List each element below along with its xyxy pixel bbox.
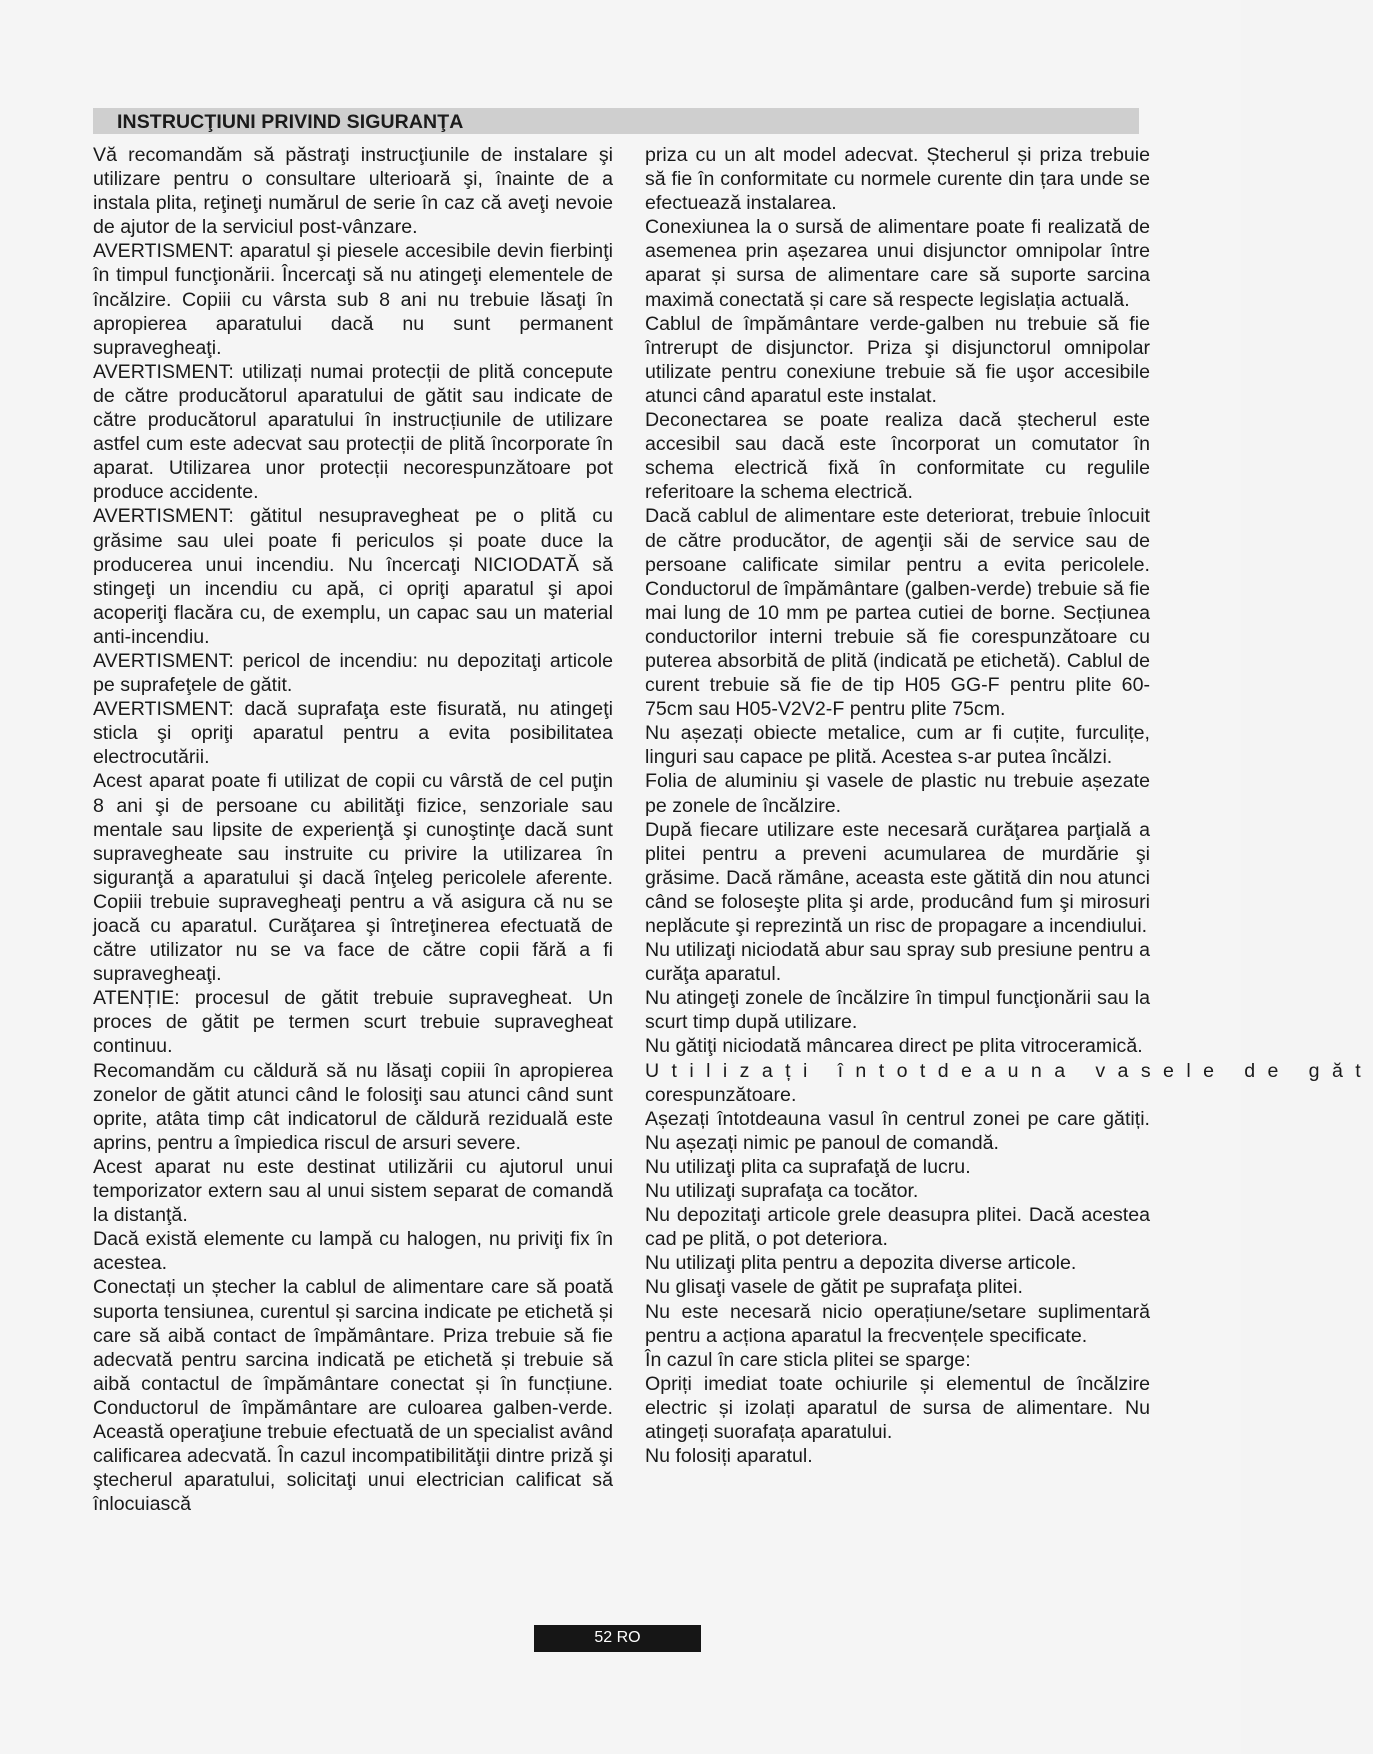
paragraph: Nu folosiți aparatul.: [645, 1445, 813, 1468]
paragraph: Dacă există elemente cu lampă cu halogen, nu priviţi fix în acestea.: [93, 1228, 613, 1275]
right-column: [645, 143, 1373, 1468]
paragraph: Nu gătiţi niciodată mâncarea direct pe plita vitroceramică.: [645, 1035, 1143, 1058]
paragraph: Dacă cablul de alimentare este deteriorat, trebuie înlocuit de către producător, de agenţii săi de service sau de persoane calificate similar pentru a evita pericolele. Conductorul de împământare (galben-verde) trebuie să fie mai lung de 10 mm pe partea cutiei de borne. Secțiunea conductorilor interni trebuie să fie corespunzătoare cu puterea absorbită de plită (indicată pe etichetă). Cablul de curent trebuie să fie de tip H05 GG-F pentru plite 60-75cm sau H05-V2V2-F pentru plite 75cm.: [645, 505, 1150, 721]
paragraph: AVERTISMENT: gătitul nesupravegheat pe o plită cu grăsime sau ulei poate fi periculos și poate duce la producerea unui incendiu. Nu încercaţi NICIODATĂ să stingeţi un incendiu cu apă, ci opriţi aparatul şi apoi acoperiţi flacăra cu, de exemplu, un capac sau un material anti-incendiu.: [93, 505, 613, 648]
paragraph: Nu depozitaţi articole grele deasupra plitei. Dacă acestea cad pe plită, o pot deteriora.: [645, 1204, 1150, 1251]
paragraph: Vă recomandăm să păstraţi instrucţiunile de instalare şi utilizare pentru o consultare ulterioară şi, înainte de a instala plita, reţineţi numărul de serie în caz că aveţi nevoie de ajutor de la serviciul post-vânzare.: [93, 144, 613, 239]
paragraph: Recomandăm cu căldură să nu lăsaţi copiii în apropierea zonelor de gătit atunci când le folosiţi sau atunci când sunt oprite, atâta timp cât indicatorul de căldură reziduală este aprins, pentru a împiedica riscul de arsuri severe.: [93, 1059, 613, 1154]
paragraph: Nu utilizaţi suprafaţa ca tocător.: [645, 1180, 919, 1203]
paragraph: Conexiunea la o sursă de alimentare poate fi realizată de asemenea prin așezarea unui disjunctor omnipolar între aparat și sursa de alimentare care să suporte sarcina maximă conectată și care să respecte legislația actuală.: [645, 216, 1150, 311]
paragraph: Nu glisaţi vasele de gătit pe suprafaţa plitei.: [645, 1276, 1023, 1299]
paragraph: Folia de aluminiu şi vasele de plastic nu trebuie așezate pe zonele de încălzire.: [645, 770, 1150, 817]
section-title: INSTRUCŢIUNI PRIVIND SIGURANŢA: [117, 111, 464, 133]
paragraph: După fiecare utilizare este necesară curăţarea parţială a plitei pentru a preveni acumularea de murdărie şi grăsime. Dacă rămâne, aceasta este gătită din nou atunci când se foloseşte plita şi arde, producând fum şi mirosuri neplăcute şi reprezintă un risc de propagare a incendiului.: [645, 818, 1150, 937]
paragraph: ATENȚIE: procesul de gătit trebuie supravegheat. Un proces de gătit pe termen scurt trebuie supravegheat continuu.: [93, 987, 613, 1058]
paragraph: Nu utilizaţi niciodată abur sau spray sub presiune pentru a curăţa aparatul.: [645, 939, 1150, 986]
paragraph: priza cu un alt model adecvat. Ștecherul și priza trebuie să fie în conformitate cu normele curente din țara unde se efectuează instalarea.: [645, 144, 1150, 215]
paragraph: Cablul de împământare verde-galben nu trebuie să fie întrerupt de disjunctor. Priza şi disjunctorul omnipolar utilizate pentru conexiune trebuie să fie uşor accesibile atunci când aparatul este instalat.: [645, 312, 1150, 407]
page-number: 52 RO: [594, 1629, 641, 1646]
paragraph: Nu este necesară nicio operațiune/setare suplimentară pentru a acționa aparatul la frecvențele specificate.: [645, 1300, 1150, 1347]
paragraph: În cazul în care sticla plitei se sparge:: [645, 1348, 971, 1371]
paragraph: AVERTISMENT: dacă suprafaţa este fisurată, nu atingeţi sticla şi opriţi aparatul pentru a evita posibilitatea electrocutării.: [93, 698, 613, 769]
paragraph: AVERTISMENT: utilizați numai protecții de plită concepute de către producătorul aparatului de gătit sau indicate de către producătorul aparatului în instrucțiunile de utilizare astfel cum este adecvat sau protecții de plită încorporate în aparat. Utilizarea unor protecții necorespunzătoare pot produce accidente.: [93, 360, 613, 504]
paragraph: Acest aparat nu este destinat utilizării cu ajutorul unui temporizator extern sau al unui sistem separat de comandă la distanţă.: [93, 1155, 613, 1227]
paragraph: Acest aparat poate fi utilizat de copii cu vârstă de cel puţin 8 ani şi de persoane cu abilităţi fizice, senzoriale sau mentale sau lipsite de experienţă şi cunoştinţe dacă sunt supravegheate sau instruite cu privire la utilizarea în siguranţă a aparatului şi dacă înţeleg pericolele aferente. Copiii trebuie supravegheaţi pentru a vă asigura că nu se joacă cu aparatul. Curăţarea şi întreţinerea efectuată de către utilizator nu se va face de către copii fără a fi supravegheaţi.: [93, 770, 613, 986]
left-column: [93, 143, 613, 1516]
paragraph: AVERTISMENT: pericol de incendiu: nu depozitaţi articole pe suprafeţele de gătit.: [93, 649, 613, 697]
paragraph: Opriți imediat toate ochiurile și elementul de încălzire electric și izolați aparatul de sursa de alimentare. Nu atingeți suorafața aparatului.: [645, 1372, 1150, 1443]
paragraph: Așezați întotdeauna vasul în centrul zonei pe care gătiți. Nu așezați nimic pe panoul de comandă.: [645, 1107, 1150, 1154]
paragraph: Conectați un ștecher la cablul de alimentare care să poată suporta tensiunea, curentul și sarcina indicate pe etichetă și care să aibă contact de împământare. Priza trebuie să fie adecvată pentru sarcina indicată pe etichetă și trebuie să aibă contactul de împământare conectat și în funcțiune. Conductorul de împământare are culoarea galben-verde. Această operaţiune trebuie efectuată de un specialist având calificarea adecvată. În cazul incompatibilităţii dintre priză şi ştecherul aparatului, solicitaţi unui electrician calificat să înlocuiască: [93, 1276, 613, 1516]
paragraph: Nu utilizaţi plita pentru a depozita diverse articole.: [645, 1252, 1077, 1275]
paragraph: AVERTISMENT: aparatul şi piesele accesibile devin fierbinţi în timpul funcţionării. Încercaţi să nu atingeţi elementele de încălzire. Copiii cu vârsta sub 8 ani nu trebuie lăsaţi în apropierea aparatului dacă nu sunt permanent supravegheaţi.: [93, 240, 613, 359]
paragraph: Deconectarea se poate realiza dacă ștecherul este accesibil sau dacă este încorporat un comutator în schema electrică fixă în conformitate cu regulile referitoare la schema electrică.: [645, 409, 1150, 504]
paragraph: Nu atingeţi zonele de încălzire în timpul funcţionării sau la scurt timp după utilizare.: [645, 987, 1150, 1034]
spaced-line: Utilizați întotdeauna vasele de găt: [645, 1059, 1373, 1082]
paragraph: Nu utilizaţi plita ca suprafaţă de lucru.: [645, 1155, 971, 1178]
paragraph: Nu așezați obiecte metalice, cum ar fi cuțite, furculițe, linguri sau capace pe plită. Acestea s-ar putea încălzi.: [645, 722, 1150, 769]
paragraph: corespunzătoare.: [645, 1083, 797, 1106]
